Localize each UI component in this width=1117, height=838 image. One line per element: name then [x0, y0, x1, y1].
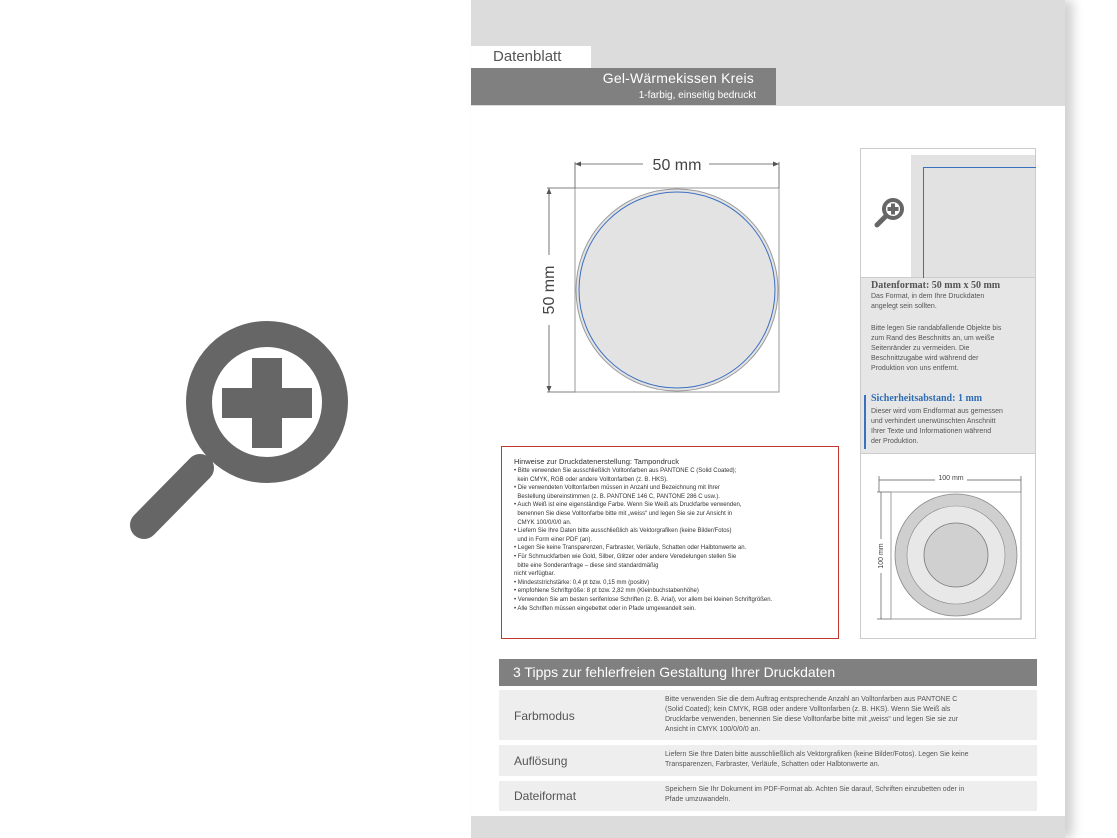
print-notes-line: Bestellung übereinstimmen (z. B. PANTONE 146 C, PANTONE 286 C usw.). — [514, 493, 720, 500]
data-format-info: Datenformat: 50 mm x 50 mm Das Format, in dem Ihre Druckdaten angelegt sein sollten. Bitte legen Sie randabfallende Objekte bis zum Rand des Beschnitts an, um weiße Seitenränder zu vermeiden. Die Beschnittzugabe wird während der Produktion von uns entfernt. Sicherheitsabstand: 1 mm Dieser wird vom Endformat aus gemessen und verhindert unerwünschten Anschnitt Ihrer Texte und Informationen während der Produktion. — [860, 278, 1036, 454]
safety-margin-heading: Sicherheitsabstand: 1 mm — [871, 393, 983, 404]
print-notes-line: und in Form einer PDF (an). — [514, 536, 593, 543]
print-notes-title: Hinweise zur Druckdatenerstellung: Tampondruck — [514, 457, 679, 466]
zoom-in-icon[interactable] — [874, 197, 906, 229]
product-subtitle: 1-farbig, einseitig bedruckt — [638, 90, 756, 101]
safety-accent-line — [864, 395, 866, 449]
print-notes-line: • Für Schmuckfarben wie Gold, Silber, Glitzer oder andere Veredelungen stellen Sie — [514, 553, 737, 560]
datasheet-page — [471, 0, 1065, 838]
tip-row-file-format: Dateiformat Speichern Sie Ihr Dokument im PDF-Format ab. Achten Sie darauf, Schriften einzubetten oder in Pfade umzuwandeln. — [499, 781, 1037, 811]
product-size-thumbnail[interactable] — [860, 454, 1036, 639]
print-notes-line: • Bitte verwenden Sie ausschließlich Volltonfarben aus PANTONE C (Solid Coated); — [514, 468, 737, 474]
print-notes-line: • Mindeststrichstärke: 0,4 pt bzw. 0,15 mm (positiv) — [514, 579, 650, 586]
print-notes-line: • Alle Schriften müssen eingebettet oder in Pfade umgewandelt sein. — [514, 605, 696, 612]
datasheet-tab: Datenblatt — [471, 46, 591, 68]
print-notes-line: • Liefern Sie Ihre Daten bitte ausschließlich als Vektorgrafiken (keine Bilder/Fotos) — [514, 528, 732, 535]
print-notes-line: • Auch Weiß ist eine eigenständige Farbe. Wenn Sie Weiß als Druckfarbe verwenden, — [514, 502, 742, 509]
print-notes-box — [501, 446, 839, 639]
print-notes-line: • Verwenden Sie am besten serifenlose Schriften (z. B. Arial), vor allem bei kleinen Schriftgrößen. — [514, 596, 773, 603]
print-notes-line: • Legen Sie keine Transparenzen, Farbraster, Verläufe, Schatten oder Halbtonwerte an. — [514, 545, 747, 552]
tip-row-color-mode: Farbmodus Bitte verwenden Sie die dem Auftrag entsprechende Anzahl an Volltonfarben aus PANTONE C (Solid Coated); kein CMYK, RGB oder andere Volltonfarben (z. B. HKS). Wenn Sie Weiß als Druckfarbe verwenden, benennen Sie diese Volltonfarbe bitte mit „weiss“ und legen Sie sie zur Ansicht in CMYK 100/0/0/0 an. — [499, 690, 1037, 740]
width-dimension-label: 100 mm — [938, 475, 964, 482]
bleed-preview-thumbnail[interactable] — [860, 148, 1036, 278]
footer-band — [471, 816, 1065, 838]
width-dimension-label: 50 mm — [652, 157, 702, 174]
zoom-in-icon[interactable] — [122, 320, 358, 550]
product-drawing — [533, 150, 793, 405]
print-notes-line: • empfohlene Schriftgröße: 8 pt bzw. 2,82 mm (Kleinbuchstabenhöhe) — [514, 588, 699, 595]
print-notes-line: benennen Sie diese Volltonfarbe bitte mit „weiss“ und legen Sie sie zur Ansicht in — [514, 510, 733, 517]
print-notes-line: kein CMYK, RGB oder andere Volltonfarben (z. B. HKS). — [514, 476, 668, 483]
print-notes-line: bitte eine Sonderanfrage – diese sind standardmäßig — [514, 562, 659, 569]
height-dimension-label: 100 mm — [878, 543, 885, 569]
height-dimension-label: 50 mm — [541, 265, 558, 315]
tip-row-resolution: Auflösung Liefern Sie Ihre Daten bitte ausschließlich als Vektorgrafiken (keine Bilder/Fotos). Legen Sie keine Transparenzen, Farbraster, Verläufe, Schatten oder Halbtonwerte an. — [499, 745, 1037, 776]
data-format-heading: Datenformat: 50 mm x 50 mm — [871, 280, 1001, 291]
product-title: Gel-Wärmekissen Kreis — [602, 70, 754, 86]
tip-label: Dateiformat — [514, 789, 577, 803]
print-notes-line: • Die verwendeten Volltonfarben müssen in Anzahl und Bezeichnung mit Ihrer — [514, 485, 720, 492]
tips-heading: 3 Tipps zur fehlerfreien Gestaltung Ihrer Druckdaten — [499, 659, 1037, 686]
print-notes-line: CMYK 100/0/0/0 an. — [514, 519, 572, 526]
print-notes-line: nicht verfügbar. — [514, 571, 556, 578]
tip-label: Farbmodus — [514, 709, 575, 723]
tip-label: Auflösung — [514, 754, 568, 768]
product-title-bar — [471, 68, 776, 105]
size-drawing — [861, 454, 1037, 639]
